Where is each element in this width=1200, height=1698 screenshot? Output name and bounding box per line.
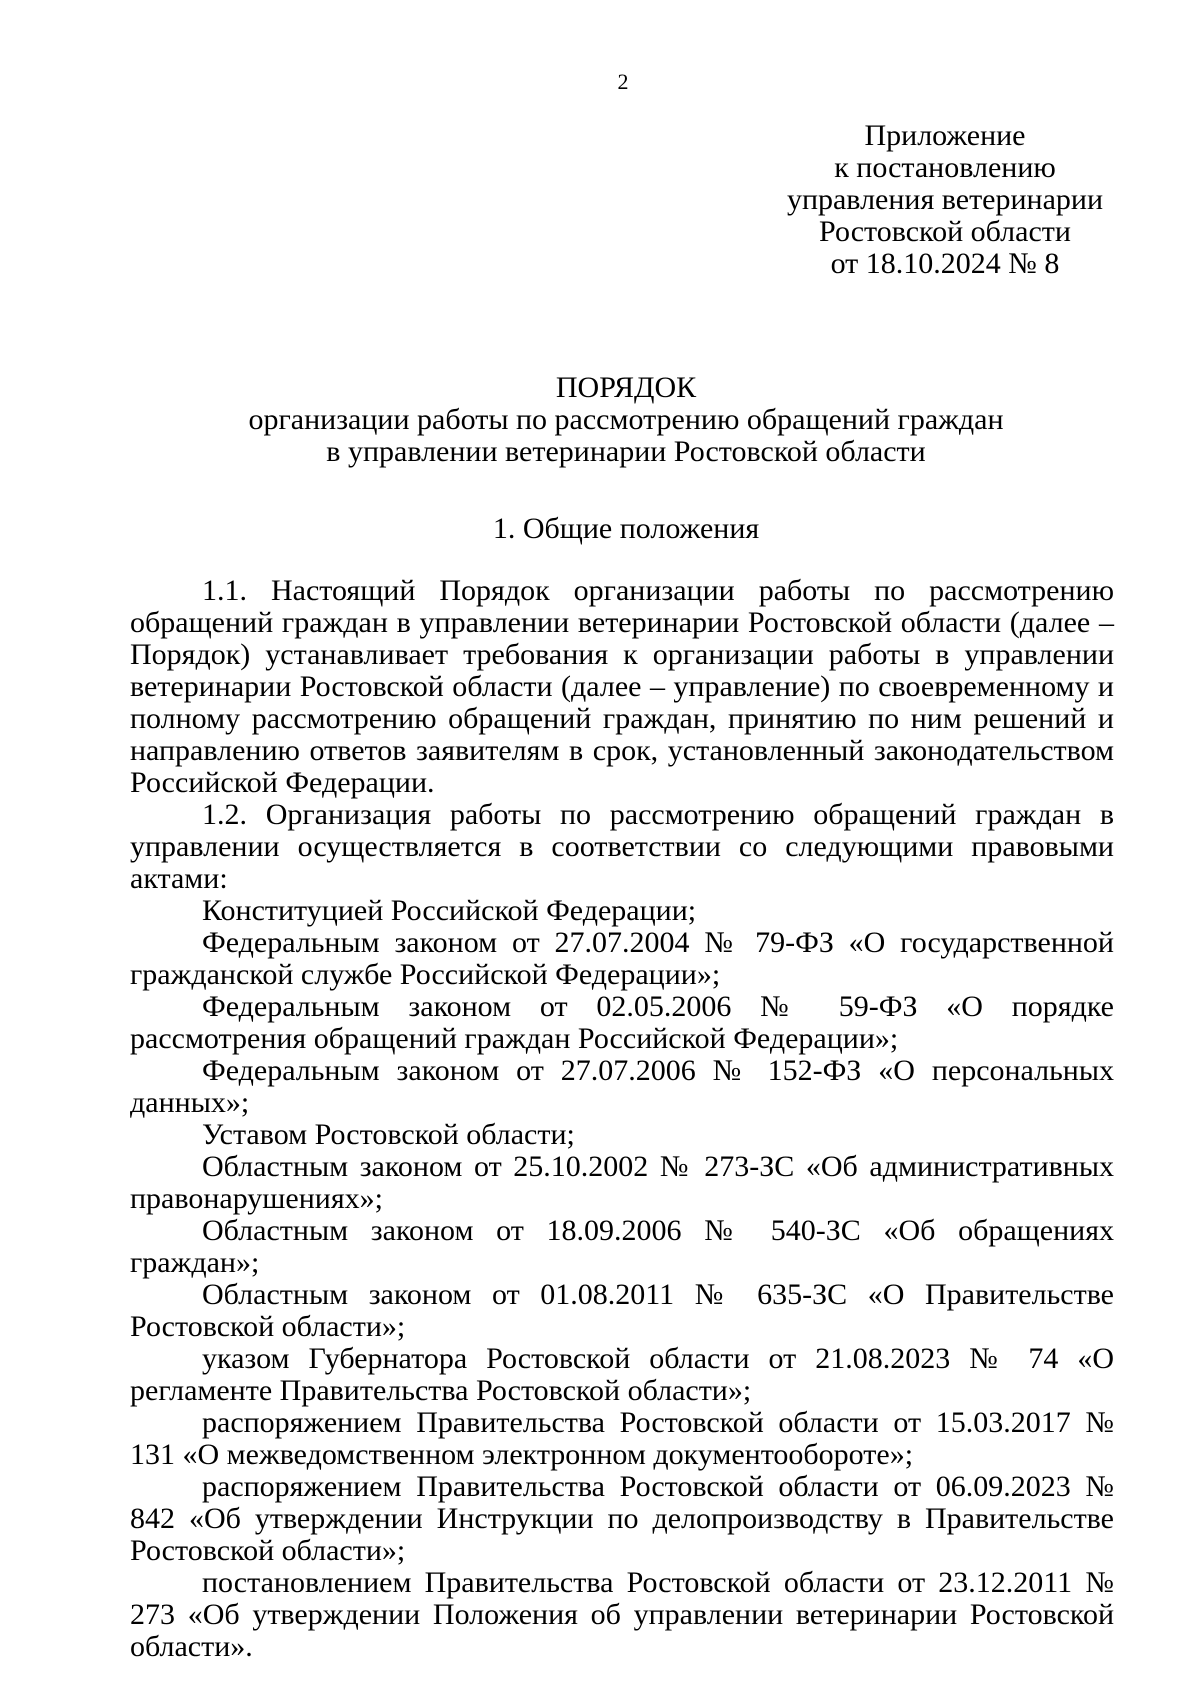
- list-item: Федеральным законом от 02.05.2006 № 59-ФЗ «О порядке рассмотрения обращений граждан Российской Федерации»;: [130, 990, 1114, 1055]
- page-number: 2: [617, 69, 629, 94]
- appendix-line: к постановлению: [834, 151, 1056, 184]
- title-heading: ПОРЯДОК: [555, 371, 697, 404]
- list-item: Конституцией Российской Федерации;: [202, 894, 697, 927]
- title-subtitle-line: в управлении ветеринарии Ростовской области: [326, 435, 926, 468]
- list-item: Уставом Ростовской области;: [202, 1118, 575, 1151]
- document-title: [130, 372, 1122, 468]
- list-item: указом Губернатора Ростовской области от 21.08.2023 № 74 «О регламенте Правительства Ростовской области»;: [130, 1342, 1114, 1407]
- list-item: Областным законом от 25.10.2002 № 273-ЗС «Об административных правонарушениях»;: [130, 1150, 1114, 1215]
- list-item: Федеральным законом от 27.07.2006 № 152-ФЗ «О персональных данных»;: [130, 1054, 1114, 1119]
- list-item: Областным законом от 18.09.2006 № 540-ЗС «Об обращениях граждан»;: [130, 1214, 1114, 1279]
- appendix-line: Приложение: [864, 119, 1026, 152]
- section-heading: 1. Общие положения: [492, 512, 760, 545]
- appendix-line: от 18.10.2024 № 8: [830, 247, 1060, 280]
- title-subtitle-line: организации работы по рассмотрению обращений граждан: [248, 403, 1004, 436]
- document-body: [130, 575, 1114, 1663]
- list-item: Федеральным законом от 27.07.2004 № 79-ФЗ «О государственной гражданской службе Российской Федерации»;: [130, 926, 1114, 991]
- list-item: Областным законом от 01.08.2011 № 635-ЗС «О Правительстве Ростовской области»;: [130, 1278, 1114, 1343]
- paragraph: 1.2. Организация работы по рассмотрению обращений граждан в управлении осуществляется в соответствии со следующими правовыми актами:: [130, 798, 1114, 895]
- appendix-line: управления ветеринарии: [786, 183, 1104, 216]
- appendix-line: Ростовской области: [819, 215, 1071, 248]
- paragraph: 1.1. Настоящий Порядок организации работы по рассмотрению обращений граждан в управлении ветеринарии Ростовской области (далее – Порядок) устанавливает требования к организации работы в управлении ветеринарии Ростовской области (далее – управление) по своевременному и полному рассмотрению обращений граждан, принятию по ним решений и направлению ответов заявителям в срок, установленный законодательством Российской Федерации.: [130, 574, 1114, 799]
- list-item: распоряжением Правительства Ростовской области от 15.03.2017 № 131 «О межведомственном электронном документообороте»;: [130, 1406, 1114, 1471]
- list-item: распоряжением Правительства Ростовской области от 06.09.2023 № 842 «Об утверждении Инструкции по делопроизводству в Правительстве Ростовской области»;: [130, 1470, 1114, 1567]
- appendix-stamp: [780, 120, 1110, 280]
- list-item: постановлением Правительства Ростовской области от 23.12.2011 № 273 «Об утверждении Положения об управлении ветеринарии Ростовской области».: [130, 1566, 1114, 1663]
